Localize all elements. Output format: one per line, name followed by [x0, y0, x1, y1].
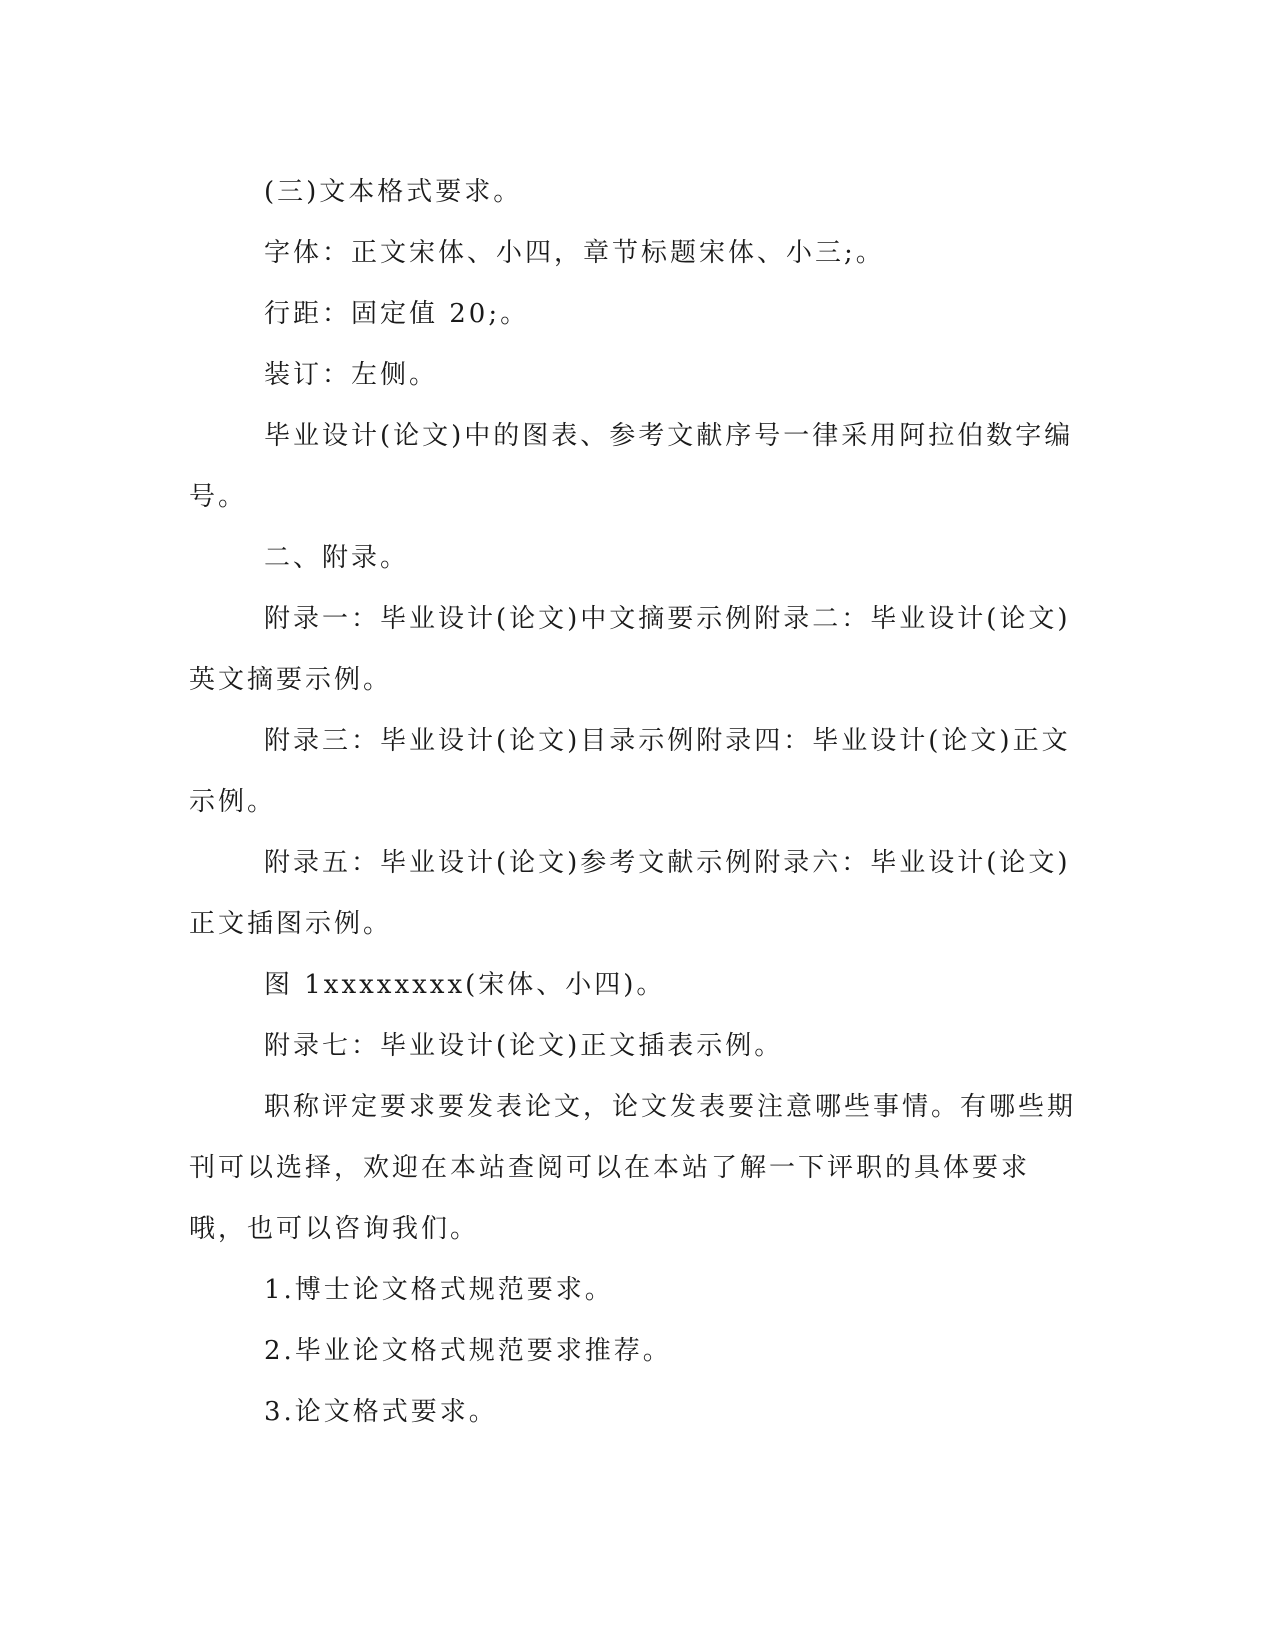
paragraph-binding: 装订：左侧。 — [264, 360, 439, 390]
section-heading-appendix: 二、附录。 — [264, 543, 410, 573]
paragraph-notice: 职称评定要求要发表论文，论文发表要注意哪些事情。有哪些期刊可以选择，欢迎在本站查阅可以在本站了解一下评职的具体要求哦，也可以咨询我们。 — [189, 1092, 1077, 1244]
document-body — [189, 162, 1079, 1443]
section-heading-text-format: (三)文本格式要求。 — [264, 177, 523, 207]
paragraph-appendix-3-4: 附录三：毕业设计(论文)目录示例附录四：毕业设计(论文)正文示例。 — [189, 726, 1071, 817]
paragraph-appendix-7: 附录七：毕业设计(论文)正文插表示例。 — [264, 1031, 784, 1061]
paragraph-appendix-1-2: 附录一：毕业设计(论文)中文摘要示例附录二：毕业设计(论文)英文摘要示例。 — [189, 604, 1071, 695]
list-item-2: 2.毕业论文格式规范要求推荐。 — [264, 1336, 672, 1366]
list-item-1: 1.博士论文格式规范要求。 — [264, 1275, 614, 1305]
paragraph-numbering: 毕业设计(论文)中的图表、参考文献序号一律采用阿拉伯数字编号。 — [189, 421, 1074, 512]
paragraph-line-spacing: 行距：固定值 20;。 — [264, 299, 530, 329]
paragraph-font-spec: 字体：正文宋体、小四，章节标题宋体、小三;。 — [264, 238, 885, 268]
paragraph-appendix-5-6: 附录五：毕业设计(论文)参考文献示例附录六：毕业设计(论文)正文插图示例。 — [189, 848, 1071, 939]
list-item-3: 3.论文格式要求。 — [264, 1397, 498, 1427]
paragraph-figure-caption: 图 1xxxxxxxx(宋体、小四)。 — [264, 970, 666, 1000]
